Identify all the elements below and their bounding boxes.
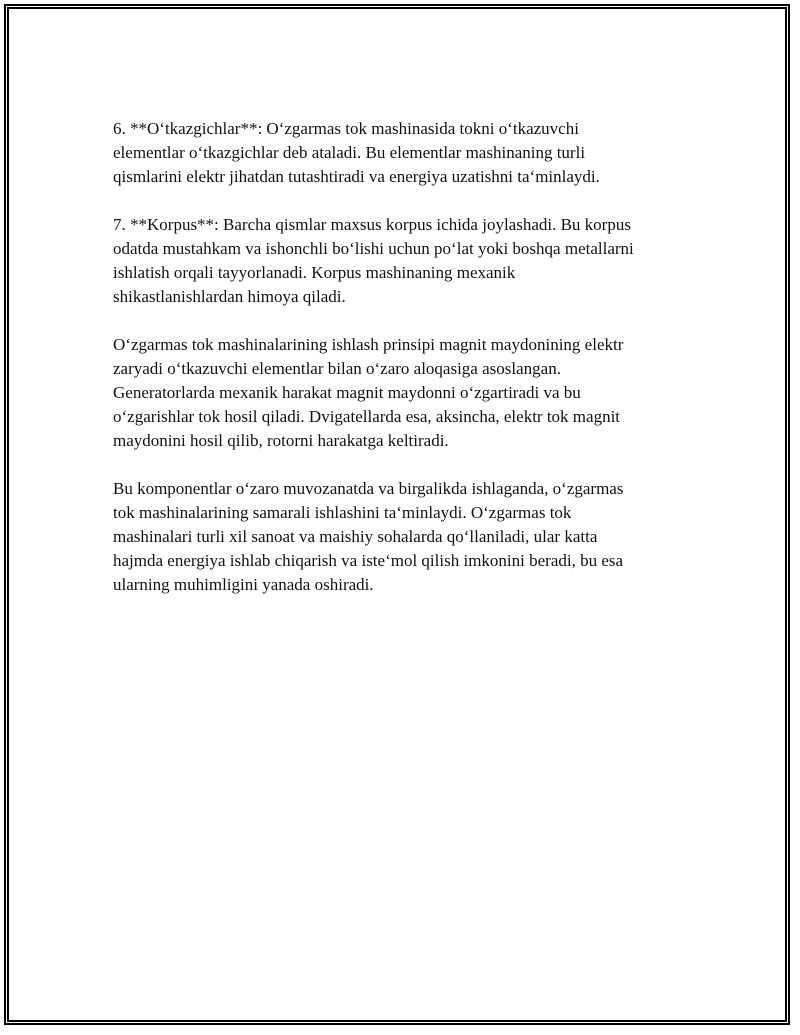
paragraph-xulosa: Bu komponentlar o‘zaro muvozanatda va birgalikda ishlaganda, o‘zgarmas tok mashinalarining samarali ishlashini ta‘minlaydi. O‘zgarmas tok mashinalari turli xil sanoat va maishiy sohalarda qo‘llaniladi, ular katta hajmda energiya ishlab chiqarish va iste‘mol qilish imkonini beradi, bu esa ularning muhimligini yanada oshiradi. [113,479,624,594]
paragraph-ishlash-prinsipi: O‘zgarmas tok mashinalarining ishlash prinsipi magnit maydonining elektr zaryadi o‘tkazuvchi elementlar bilan o‘zaro aloqasiga asoslangan. Generatorlarda mexanik harakat magnit maydonni o‘zgartiradi va bu o‘zgarishlar tok hosil qiladi. Dvigatellarda esa, aksincha, elektr tok magnit maydonini hosil qilib, rotorni harakatga keltiradi. [113,335,624,450]
paragraph-korpus: 7. **Korpus**: Barcha qismlar maxsus korpus ichida joylashadi. Bu korpus odatda mustahkam va ishonchli bo‘lishi uchun po‘lat yoki boshqa metallarni ishlatish orqali tayyorlanadi. Korpus mashinaning mexanik shikastlanishlardan himoya qiladi. [113,215,634,306]
document-body [113,117,703,621]
paragraph-otkazgichlar: 6. **O‘tkazgichlar**: O‘zgarmas tok mashinasida tokni o‘tkazuvchi elementlar o‘tkazgichlar deb ataladi. Bu elementlar mashinaning turli qismlarini elektr jihatdan tutashtiradi va energiya uzatishni ta‘minlaydi. [113,119,600,186]
